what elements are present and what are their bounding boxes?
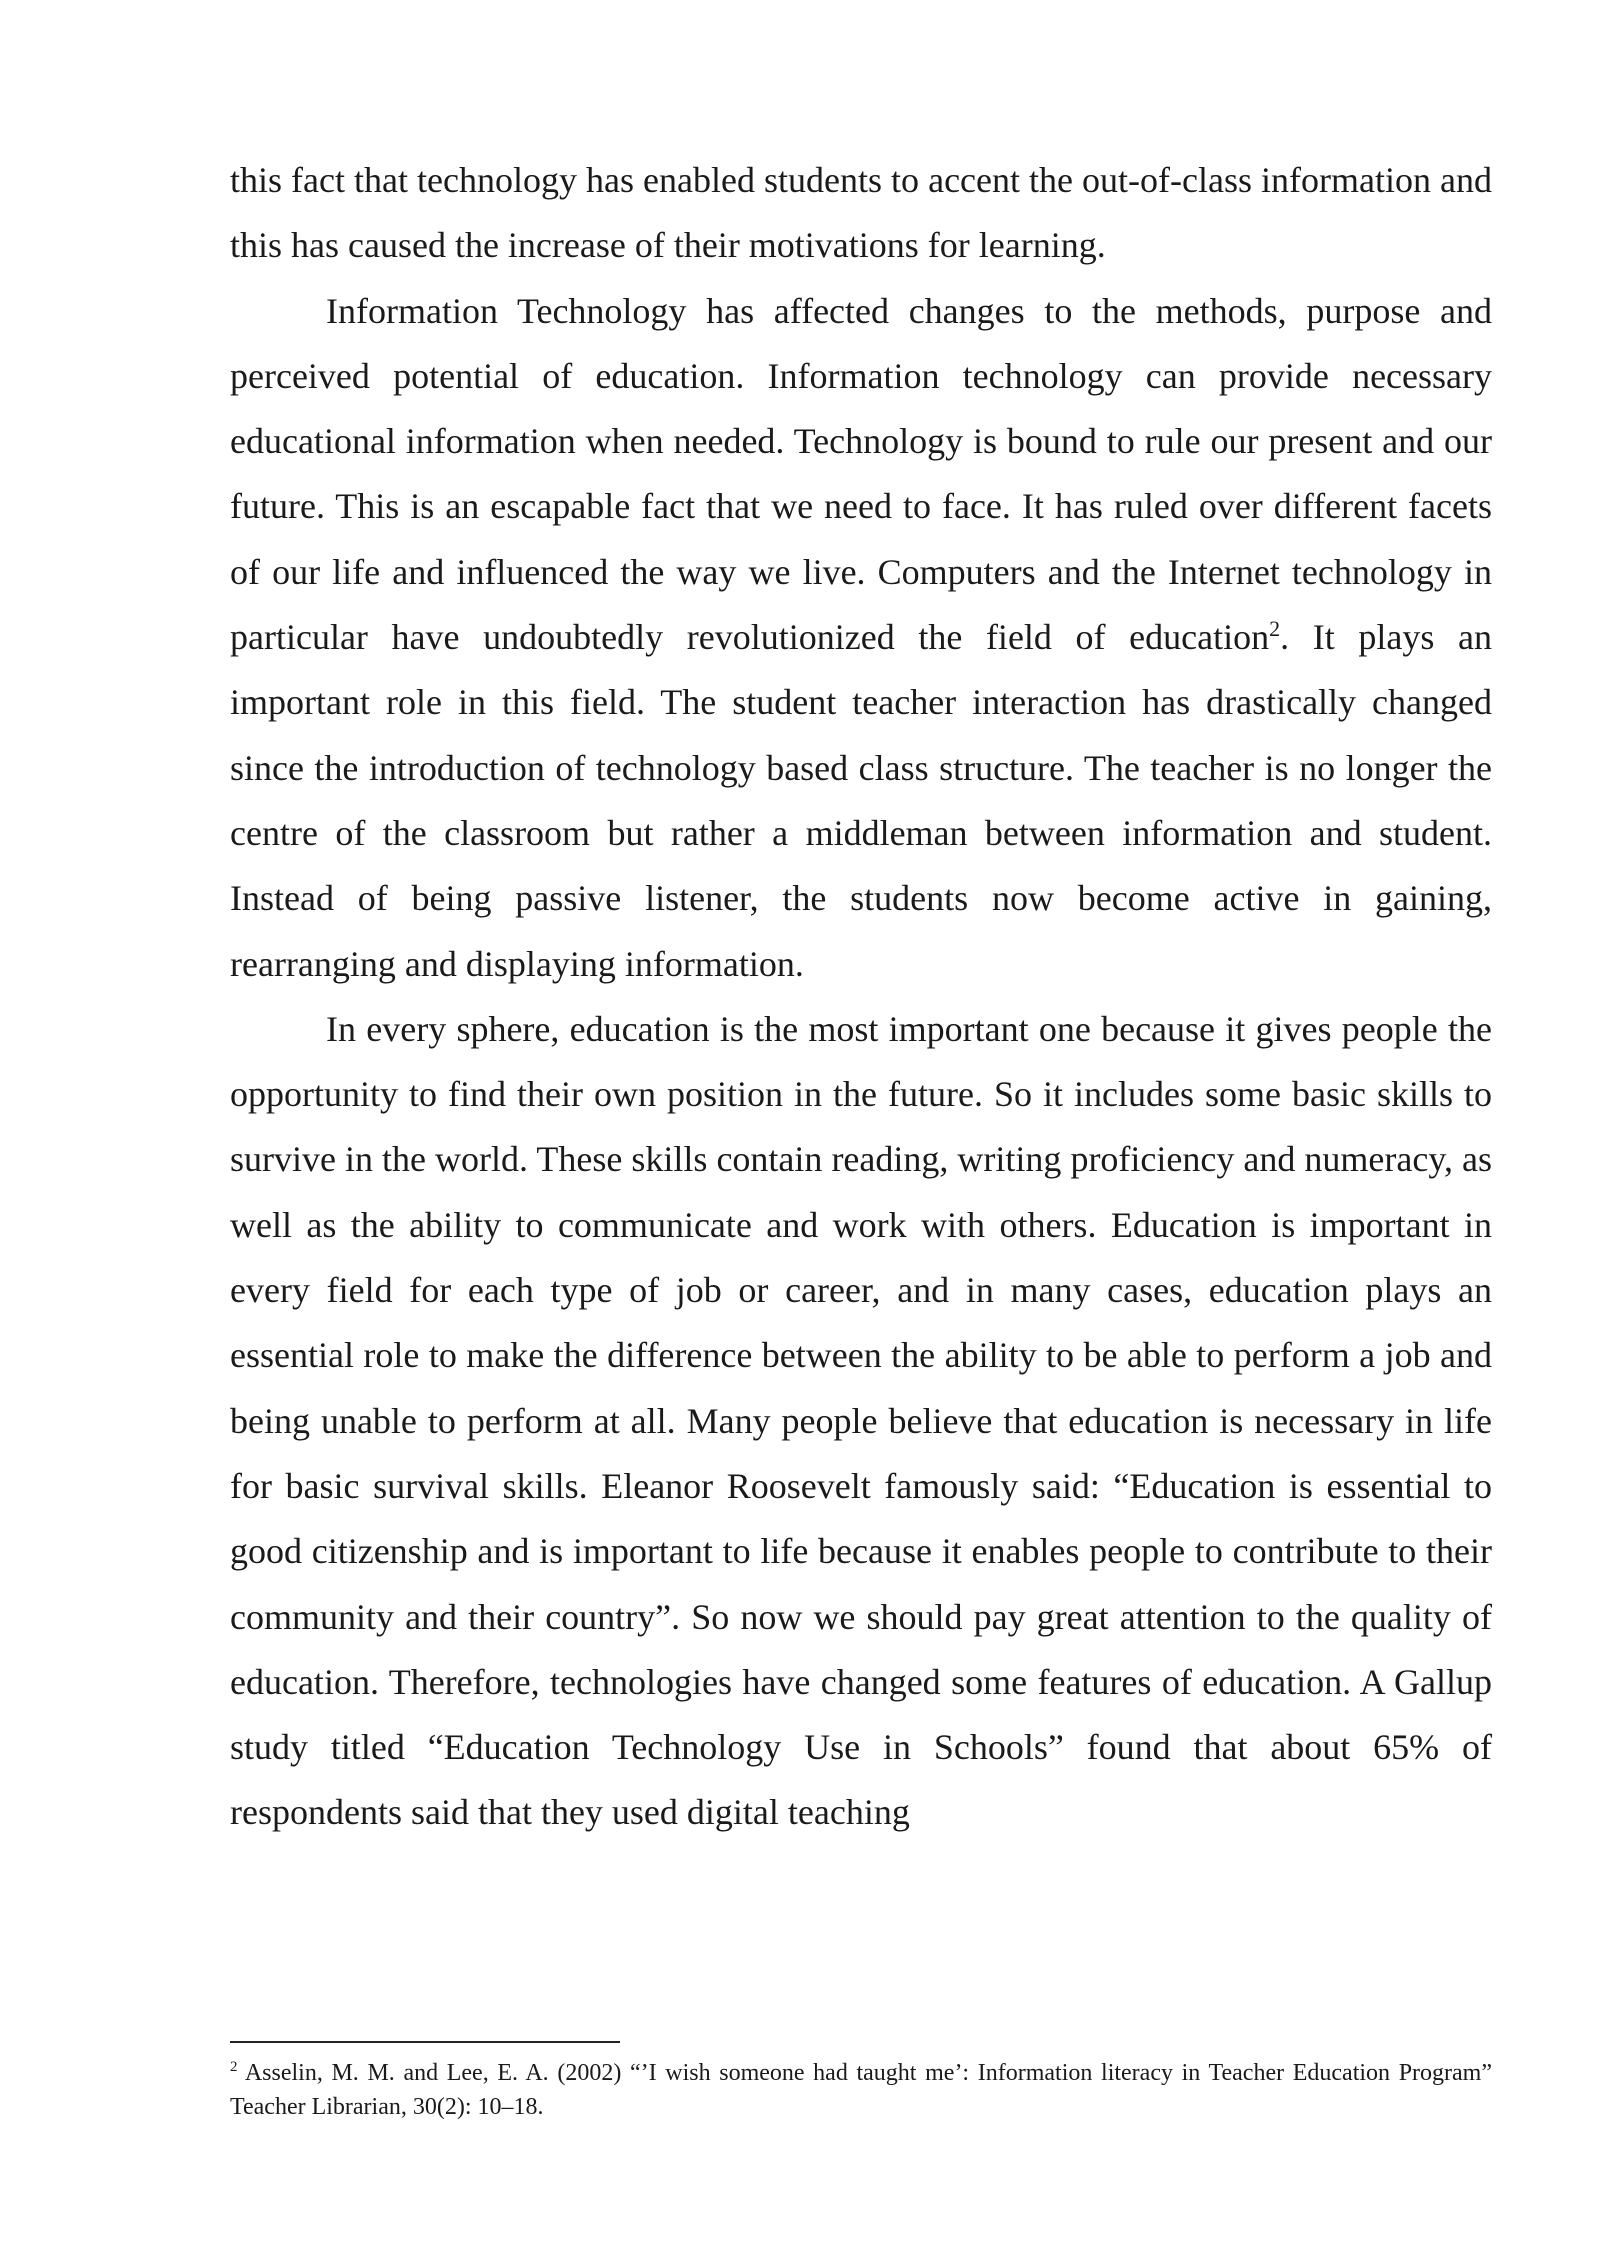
footnote <box>230 2056 1492 2124</box>
footnote-marker: 2 <box>230 2059 238 2075</box>
paragraph-information-technology <box>230 279 1492 997</box>
paragraph-text: . It plays an important role in this field. The student teacher interaction has drastically changed since the introduction of technology based class structure. The teacher is no longer the centre of the classroom but rather a middleman between information and student. Instead of being passive listener, the students now become active in gaining, rearranging and displaying information. <box>230 617 1492 984</box>
paragraph-text: this fact that technology has enabled students to accent the out-of-class information and this has caused the increase of their motivations for learning. <box>230 160 1492 266</box>
paragraph-continuation <box>230 148 1492 279</box>
footnote-separator <box>230 2041 620 2043</box>
footnote-text: Asselin, M. M. and Lee, E. A. (2002) “’I wish someone had taught me’: Information literacy in Teacher Education Program” Teacher Librarian, 30(2): 10–18. <box>230 2060 1492 2120</box>
paragraph-text: Information Technology has affected changes to the methods, purpose and perceived potential of education. Information technology can provide necessary educational information when needed. Technology is bound to rule our present and our future. This is an escapable fact that we need to face. It has ruled over different facets of our life and influenced the way we live. Computers and the Internet technology in particular have undoubtedly revolutionized the field of education <box>230 290 1492 658</box>
paragraph-education-sphere <box>230 997 1492 1846</box>
body-text <box>230 148 1492 1846</box>
paragraph-text: In every sphere, education is the most important one because it gives people the opportunity to find their own position in the future. So it includes some basic skills to survive in the world. These skills contain reading, writing proficiency and numeracy, as well as the ability to communicate and work with others. Education is important in every field for each type of job or career, and in many cases, education plays an essential role to make the difference between the ability to be able to perform a job and being unable to perform at all. Many people believe that education is necessary in life for basic survival skills. Eleanor Roosevelt famously said: “Education is essential to good citizenship and is important to life because it enables people to contribute to their community and their country”. So now we should pay great attention to the quality of education. Therefore, technologies have changed some features of education. A Gallup study titled “Education Technology Use in Schools” found that about 65% of respondents said that they used digital teaching <box>230 1008 1492 1833</box>
footnote-reference[interactable]: 2 <box>1269 616 1281 642</box>
